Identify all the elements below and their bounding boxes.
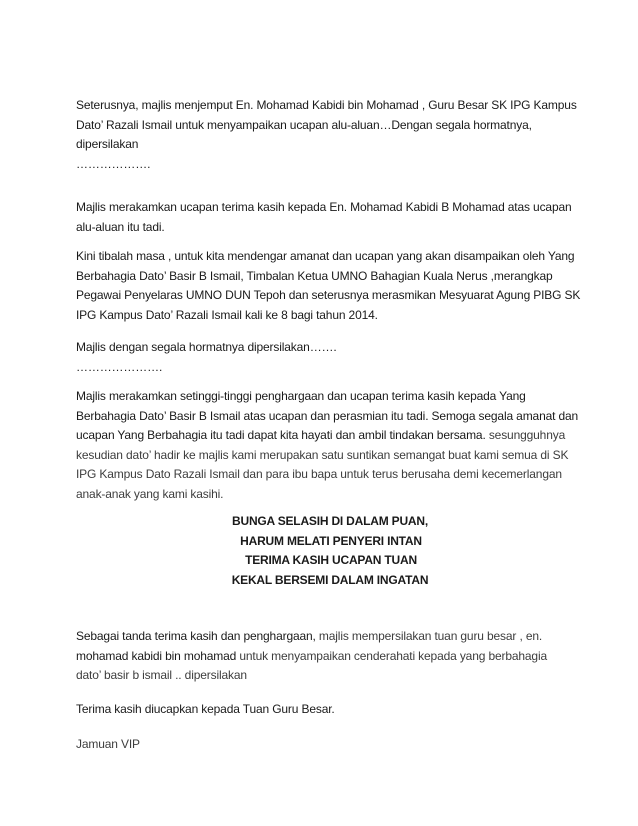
text-line: alu-aluan itu tadi. (76, 219, 165, 234)
text-line: Majlis merakamkan setinggi-tinggi penghargaan dan ucapan terima kasih kepada Yang (76, 389, 526, 403)
text-line: Terima kasih diucapkan kepada Tuan Guru Besar. (76, 702, 335, 716)
pantun-line: BUNGA SELASIH DI DALAM PUAN, (232, 514, 428, 528)
text-segment: majlis mempersilakan tuan guru besar , en. (315, 629, 543, 643)
text-line: …………………. (76, 359, 163, 374)
text-segment: untuk menyampaikan cenderahati kepada yang berbahagia (236, 648, 547, 663)
text-line: Pegawai Penyelaras UMNO DUN Tepoh dan seterusnya merasmikan Mesyuarat Agung PIBG SK (76, 288, 581, 302)
text-line: Berbahagia Dato’ Basir B Ismail atas ucapan dan perasmian itu tadi. Semoga segala amanat dan (76, 408, 579, 423)
text-line: dipersilakan (76, 137, 139, 151)
text-line: Seterusnya, majlis menjemput En. Mohamad Kabidi bin Mohamad , Guru Besar SK IPG Kampus (76, 98, 577, 112)
text-line: Majlis dengan segala hormatnya dipersilakan……. (76, 340, 337, 354)
pantun-verse (0, 512, 638, 590)
text-line: Berbahagia Dato’ Basir B Ismail, Timbalan Ketua UMNO Bahagian Kuala Nerus ,merangkap (76, 268, 553, 283)
text-line (76, 647, 576, 667)
paragraph-invitation-guru-besar (76, 96, 576, 174)
text-segment: Sebagai tanda terima kasih dan penghargaan, (76, 629, 316, 643)
text-segment: mohamad kabidi bin mohamad (76, 648, 237, 663)
paragraph-thanks-guru-besar (76, 198, 576, 237)
paragraph-cenderahati (76, 627, 576, 686)
text-segment: ucapan Yang Berbahagia itu tadi dapat kita hayati dan ambil tindakan bersama. (76, 428, 486, 442)
text-line: Dato’ Razali Ismail untuk menyampaikan ucapan alu-aluan…Dengan segala hormatnya, (76, 117, 532, 132)
text-line (76, 426, 576, 446)
text-line: IPG Kampus Dato Razali Ismail dan para ibu bapa untuk terus berusaha demi kecemerlangan (76, 467, 562, 481)
pantun-line: TERIMA KASIH UCAPAN TUAN (245, 553, 417, 567)
text-line: Kini tibalah masa , untuk kita mendengar amanat dan ucapan yang akan disampaikan oleh Yang (76, 249, 575, 263)
text-line: Majlis merakamkan ucapan terima kasih kepada En. Mohamad Kabidi B Mohamad atas ucapan (76, 200, 572, 214)
paragraph-thanks-dato (76, 387, 579, 504)
paragraph-invitation-dato (76, 247, 581, 325)
paragraph-jamuan (76, 735, 576, 755)
paragraph-closing-thanks (76, 700, 576, 720)
text-line: kesudian dato’ hadir ke majlis kami merupakan satu suntikan semangat buat kami semua di SK (76, 447, 569, 462)
text-segment: sesungguhnya (485, 428, 566, 442)
text-line: Jamuan VIP (76, 737, 140, 751)
paragraph-dipersilakan (76, 338, 576, 377)
text-line: ………………. (76, 156, 151, 171)
text-line (76, 627, 576, 647)
pantun-line: KEKAL BERSEMI DALAM INGATAN (231, 572, 429, 587)
text-line: IPG Kampus Dato’ Razali Ismail kali ke 8 bagi tahun 2014. (76, 307, 378, 322)
text-line: anak-anak yang kami kasihi. (76, 486, 224, 501)
text-line: dato’ basir b ismail .. dipersilakan (76, 668, 247, 682)
pantun-line: HARUM MELATI PENYERI INTAN (240, 533, 422, 548)
